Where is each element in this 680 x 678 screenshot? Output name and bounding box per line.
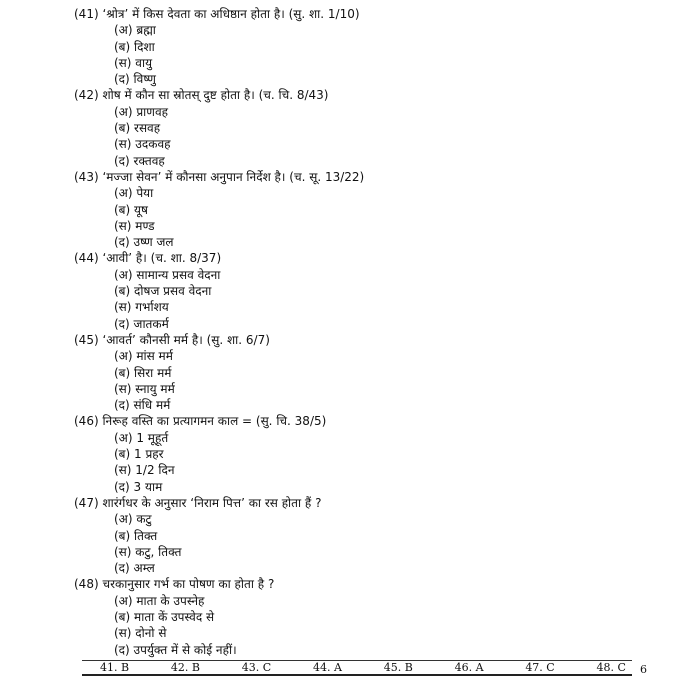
option-a: (अ) कटु — [114, 512, 152, 527]
option-b: (ब) यूष — [114, 202, 148, 217]
question-47 — [74, 495, 674, 576]
option-a: (अ) 1 मूहूर्त — [114, 430, 169, 445]
option-b: (ब) दिशा — [114, 39, 155, 54]
answer-44: 44. A — [312, 661, 342, 674]
question-text: (48) चरकानुसार गर्भ का पोषण का होता है ? — [74, 577, 275, 592]
option-d: (द) 3 याम — [114, 479, 163, 494]
option-b: (ब) सिरा मर्म — [114, 365, 172, 380]
option-d: (द) रक्तवह — [114, 153, 165, 168]
option-c: (स) दोनो से — [114, 626, 167, 641]
option-b: (ब) माता कें उपस्वेद से — [114, 609, 215, 624]
option-b: (ब) 1 प्रहर — [114, 447, 164, 462]
option-d: (द) उपर्युक्त में से कोई नहीं। — [114, 642, 237, 657]
question-46 — [74, 413, 674, 494]
question-text: (42) शोष में कौन सा स्रोतस् दुष्ट होता है। (च. चि. 8/43) — [74, 88, 329, 103]
option-a: (अ) पेया — [114, 186, 154, 201]
option-c: (स) उदकवह — [114, 137, 171, 152]
option-d: (द) विष्णु — [114, 72, 156, 87]
question-text: (43) ‘मज्जा सेवन’ में कौनसा अनुपान निर्देश है। (च. सू. 13/22) — [74, 169, 365, 184]
option-a: (अ) माता के उपस्नेह — [114, 593, 205, 608]
option-c: (स) वायु — [114, 55, 153, 70]
option-c: (स) स्नायु मर्म — [114, 381, 175, 396]
option-d: (द) संधि मर्म — [114, 398, 171, 413]
answer-48: 48. C — [596, 661, 626, 674]
option-c: (स) गर्भाशय — [114, 300, 169, 315]
option-c: (स) कटु, तिक्त — [114, 544, 182, 559]
answer-41: 41. B — [100, 661, 130, 674]
question-42 — [74, 87, 674, 168]
question-48 — [74, 576, 674, 657]
page-number: 6 — [640, 663, 647, 676]
answer-47: 47. C — [525, 661, 555, 674]
option-d: (द) अम्ल — [114, 561, 155, 576]
answer-45: 45. B — [383, 661, 413, 674]
question-text: (47) शारंर्गधर के अनुसार ‘निराम पित्त’ का रस होता हैं ? — [74, 495, 322, 510]
question-list — [74, 6, 674, 658]
option-a: (अ) मांस मर्म — [114, 349, 173, 364]
option-a: (अ) सामान्य प्रसव वेदना — [114, 267, 221, 282]
question-45 — [74, 332, 674, 413]
option-b: (ब) दोषज प्रसव वेदना — [114, 284, 212, 299]
answer-key — [82, 660, 632, 676]
option-c: (स) मण्ड — [114, 218, 155, 233]
question-43 — [74, 169, 674, 250]
option-a: (अ) प्राणवह — [114, 104, 169, 119]
option-a: (अ) ब्रह्मा — [114, 23, 156, 38]
answer-43: 43. C — [241, 661, 272, 674]
answer-42: 42. B — [170, 661, 200, 674]
option-c: (स) 1/2 दिन — [114, 463, 175, 478]
option-b: (ब) तिक्त — [114, 528, 158, 543]
question-text: (45) ‘आवर्त’ कौनसी मर्म है। (सु. शा. 6/7) — [74, 332, 270, 347]
option-d: (द) जातकर्म — [114, 316, 169, 331]
question-text: (41) ‘श्रोत्र’ में किस देवता का अधिष्ठान होता है। (सु. शा. 1/10) — [74, 7, 360, 21]
question-text: (44) ‘आवी’ है। (च. शा. 8/37) — [74, 251, 222, 266]
answer-46: 46. A — [454, 661, 484, 674]
question-41 — [74, 6, 674, 87]
question-44 — [74, 250, 674, 331]
option-d: (द) उष्ण जल — [114, 235, 174, 250]
option-b: (ब) रसवह — [114, 121, 161, 136]
question-text: (46) निरूह वस्ति का प्रत्यागमन काल = (सु. चि. 38/5) — [74, 414, 327, 429]
